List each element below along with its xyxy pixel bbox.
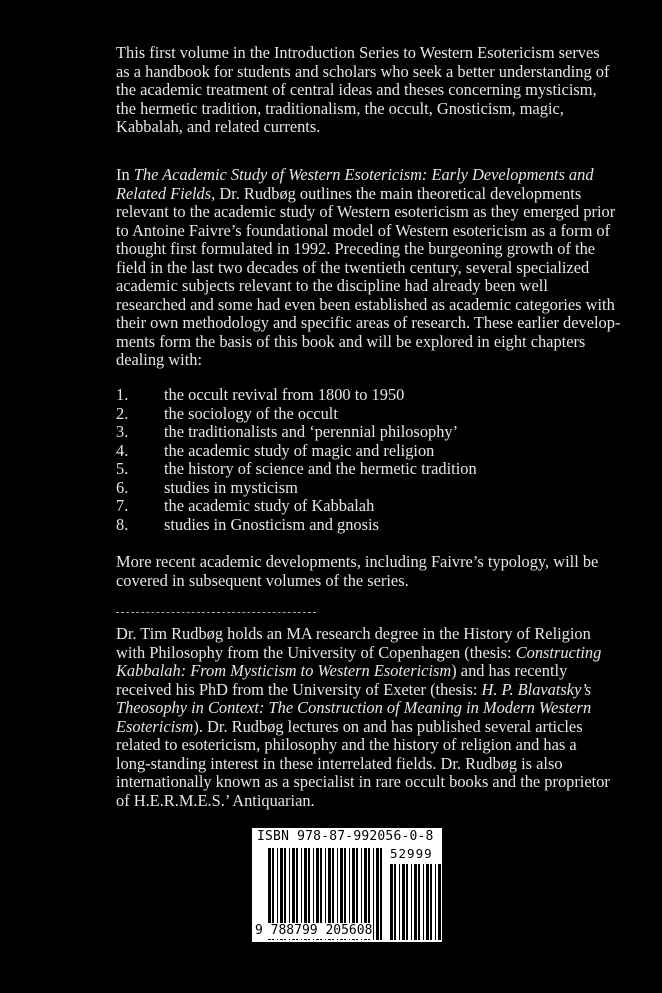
chapter-list [116,386,477,534]
text-line [116,118,609,137]
text-line [116,100,609,119]
chapter-title: the traditionalists and ‘perennial philosophy’ [164,422,459,441]
chapter-item [116,497,477,516]
barcode-bar [418,864,420,940]
barcode-bar [373,848,374,940]
text-segment: More recent academic developments, including Faivre’s typology, will be [116,552,599,571]
text-segment: of H.E.R.M.E.S.’ Antiquarian. [116,790,315,810]
chapter-title: studies in mysticism [164,477,298,497]
text-line [116,333,620,352]
text-segment: ). Dr. Rudbøg lectures on and has published several articles [193,716,583,736]
chapter-number: 6. [116,477,129,497]
chapter-number: 7. [116,496,129,515]
isbn-number: ISBN 978-87-992056-0-8 [257,829,434,844]
text-line [116,572,598,591]
barcode-bar [426,864,429,940]
text-line [116,314,620,333]
text-line [116,553,598,572]
text-line [116,222,620,241]
chapter-number: 3. [116,422,129,441]
italic-title-text: The Academic Study of Western Esotericism: Early Developments and [133,165,594,184]
text-line [116,773,610,792]
description-paragraph-1 [116,44,609,137]
chapter-number: 4. [116,440,129,460]
description-paragraph-3 [116,553,598,590]
chapter-number: 5. [116,459,129,478]
italic-title-text: H. P. Blavatsky’s [481,679,592,699]
chapter-item [116,386,477,405]
text-segment: field in the last two decades of the twentieth century, several specialized [116,257,590,277]
text-segment: the hermetic tradition, traditionalism, the occult, Gnosticism, magic, [116,98,564,118]
text-segment: researched and some had even been established as academic categories with [116,294,615,314]
author-bio [116,625,610,810]
barcode-bar [414,864,417,940]
italic-title-text: Esotericism [116,716,194,736]
text-segment: In [116,165,134,184]
text-line [116,625,610,644]
text-segment: thought first formulated in 1992. Preceding the burgeoning growth of the [116,239,596,258]
description-paragraph-2 [116,166,620,370]
text-segment: with Philosophy from the University of Copenhagen (thesis: [116,642,516,662]
text-line [116,792,610,811]
barcode-bar [380,848,382,940]
ean-number: 9 788799 205608 [255,923,373,938]
isbn-barcode [252,828,442,942]
text-line [116,644,610,663]
chapter-item [116,423,477,442]
text-segment: academic subjects relevant to the discipline had already been well [116,276,548,295]
barcode-bar [406,864,408,940]
text-segment: , Dr. Rudbøg outlines the main theoretical developments [211,183,582,203]
barcode-bar [399,864,400,940]
text-segment: covered in subsequent volumes of the series. [116,570,409,590]
barcode-bar [411,864,412,940]
chapter-title: the occult revival from 1800 to 1950 [164,385,405,404]
chapter-title: the academic study of magic and religion [164,440,435,460]
chapter-item [116,442,477,461]
barcode-bar [394,864,396,940]
text-line [116,63,609,82]
chapter-item [116,479,477,498]
text-segment: as a handbook for students and scholars who seek a better understanding of [116,61,610,81]
text-line [116,351,620,370]
text-line [116,296,620,315]
text-segment: to Antoine Faivre’s foundational model of Western esotericism as a form of [116,220,611,240]
text-line [116,736,610,755]
text-segment: received his PhD from the University of Exeter (thesis: [116,679,482,699]
text-line [116,166,620,185]
text-line [116,44,609,63]
chapter-number: 1. [116,385,129,404]
text-line [116,203,620,222]
text-line [116,718,610,737]
barcode-bar [402,864,405,940]
text-segment: relevant to the academic study of Western esotericism as they emerged prior [116,202,616,221]
text-segment: Dr. Tim Rudbøg holds an MA research degree in the History of Religion [116,624,591,643]
chapter-item [116,405,477,424]
text-line [116,240,620,259]
text-line [116,699,610,718]
barcode-bar [376,848,379,940]
chapter-title: the history of science and the hermetic tradition [164,459,477,478]
text-line [116,259,620,278]
text-line [116,681,610,700]
chapter-number: 2. [116,403,129,423]
barcode-bar [435,864,436,940]
chapter-number: 8. [116,514,129,534]
chapter-title: studies in Gnosticism and gnosis [164,514,379,534]
text-segment: dealing with: [116,350,203,369]
chapter-item [116,460,477,479]
italic-title-text: Theosophy in Context: The Construction of Meaning in Modern Western [116,698,592,717]
text-segment: Kabbalah, and related currents. [116,117,321,136]
barcode-bar [390,864,393,940]
text-segment: This first volume in the Introduction Series to Western Esotericism serves [116,43,600,62]
italic-title-text: Kabbalah: From Mysticism to Western Esotericism [116,661,452,680]
text-line [116,662,610,681]
text-segment: related to esotericism, philosophy and the history of religion and has a [116,735,577,754]
chapter-title: the sociology of the occult [164,403,338,423]
text-segment: internationally known as a specialist in rare occult books and the proprietor [116,772,610,791]
text-segment: long-standing interest in these interrelated fields. Dr. Rudbøg is also [116,753,563,773]
text-line [116,277,620,296]
barcode-bar [430,864,432,940]
text-line [116,185,620,204]
price-code: 52999 [390,846,433,861]
text-line [116,81,609,100]
text-segment: their own methodology and specific areas of research. These earlier develop- [116,313,621,332]
barcode-bar [438,864,441,940]
section-divider [116,612,316,613]
text-segment: ments form the basis of this book and will be explored in eight chapters [116,331,586,351]
barcode-bar [423,864,424,940]
italic-title-text: Related Fields [116,183,212,203]
chapter-item [116,516,477,535]
chapter-title: the academic study of Kabbalah [164,496,375,515]
text-segment: the academic treatment of central ideas and theses concerning mysticism, [116,80,597,99]
text-line [116,755,610,774]
text-segment: ) and has recently [451,661,568,680]
italic-title-text: Constructing [515,642,602,662]
